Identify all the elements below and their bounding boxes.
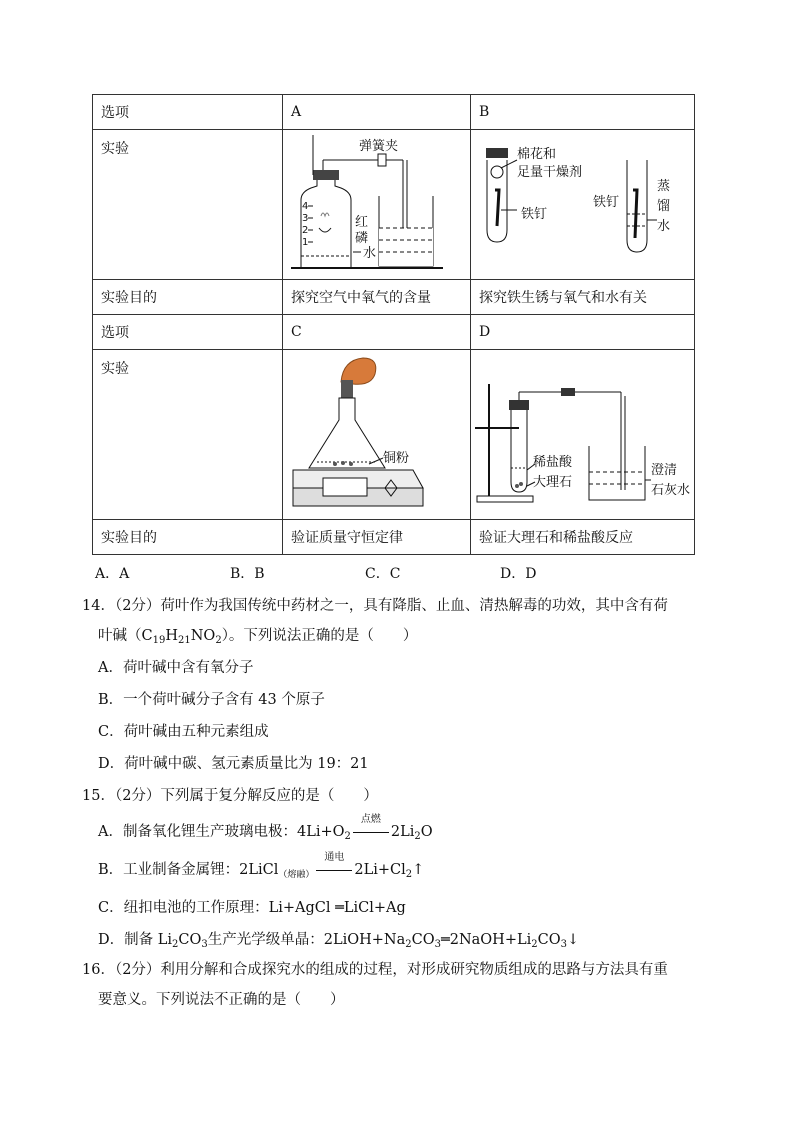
q15-option-d[interactable]: D．制备 $Li_2CO_3$生产光学级单晶：$2LiOH+Na_2CO_3═2NaOH+Li_2CO_3↓$ [98,932,580,950]
cell-purpose-b: 探究铁生锈与氧气和水有关 [471,280,695,315]
cell-option-label: 选项 [93,95,283,130]
cell-experiment-label-2: 实验 [93,350,283,520]
label-distilled-2: 馏 [657,199,671,214]
q15-option-c[interactable]: C．纽扣电池的工作原理：Li+AgCl ═LiCl+Ag [98,900,406,916]
q14-option-d[interactable]: D．荷叶碱中碳、氢元素质量比为 19：21 [98,756,369,772]
cell-option-label-2: 选项 [93,315,283,350]
label-copper: 铜粉 [383,451,410,466]
q15-option-b[interactable]: B．工业制备金属锂：2LiCl$_{(熔融)}$ 通电 $2Li+Cl_2↑$ [98,852,425,880]
label-clamp: 弹簧夹 [359,139,399,154]
label-marble: 大理石 [533,475,573,490]
label-distilled-3: 水 [657,219,671,234]
cell-purpose-c: 验证质量守恒定律 [283,520,471,555]
mark-2: 2 [302,225,309,236]
q16-stem-2: 要意义。下列说法不正确的是（ ） [98,992,345,1008]
label-phos-2: 磷 [355,231,369,246]
mark-3: 3 [302,213,309,224]
label-lime-1: 澄清 [651,463,678,478]
cell-purpose-label: 实验目的 [93,280,283,315]
q15-option-a[interactable]: A．制备氧化锂生产玻璃电极：$4Li+O_2$ 点燃 $2Li_2O$ [98,814,433,842]
q14-option-c[interactable]: C．荷叶碱由五种元素组成 [98,724,269,740]
label-cotton-1: 棉花和 [517,147,557,162]
figure-a [283,130,471,280]
q15-stem: 15．（2分）下列属于复分解反应的是（ ） [82,788,378,804]
label-nail-right: 铁钉 [593,195,620,210]
cell-purpose-label-2: 实验目的 [93,520,283,555]
q16-stem-1: 16．（2分）利用分解和合成探究水的组成的过程，对形成研究物质组成的思路与方法具有重 [82,962,668,978]
figure-c [283,350,471,520]
cell-option-b: B [471,95,695,130]
label-cotton-2: 足量干燥剂 [517,165,583,180]
cell-purpose-d: 验证大理石和稀盐酸反应 [471,520,695,555]
q13-option-b[interactable]: B．B [230,566,265,582]
label-water-a: 水 [363,246,377,261]
cell-experiment-label: 实验 [93,130,283,280]
label-phos-1: 红 [355,215,369,230]
q14-option-b[interactable]: B．一个荷叶碱分子含有 43 个原子 [98,692,325,708]
q13-option-a[interactable]: A．A [95,566,130,582]
label-acid: 稀盐酸 [533,455,573,470]
cell-option-a: A [283,95,471,130]
mark-4: 4 [302,201,309,212]
q14-stem-1: 14．（2分）荷叶作为我国传统中药材之一，具有降脂、止血、清热解毒的功效，其中含有荷 [82,598,668,614]
q13-option-d[interactable]: D．D [500,566,537,582]
label-lime-2: 石灰水 [651,483,691,498]
label-distilled-1: 蒸 [657,179,671,194]
figure-d [471,350,695,520]
cell-purpose-a: 探究空气中氧气的含量 [283,280,471,315]
mark-1: 1 [302,237,309,248]
label-nail-left: 铁钉 [521,207,548,222]
q13-options [95,563,655,583]
figure-b [471,130,695,280]
experiment-table [92,94,695,555]
q14-option-a[interactable]: A．荷叶碱中含有氧分子 [98,660,254,676]
q14-stem-2: 叶碱$(C_{19}H_{21}NO_2)$。下列说法正确的是（ ） [98,628,418,646]
cell-option-c: C [283,315,471,350]
cell-option-d: D [471,315,695,350]
q13-option-c[interactable]: C．C [365,566,401,582]
